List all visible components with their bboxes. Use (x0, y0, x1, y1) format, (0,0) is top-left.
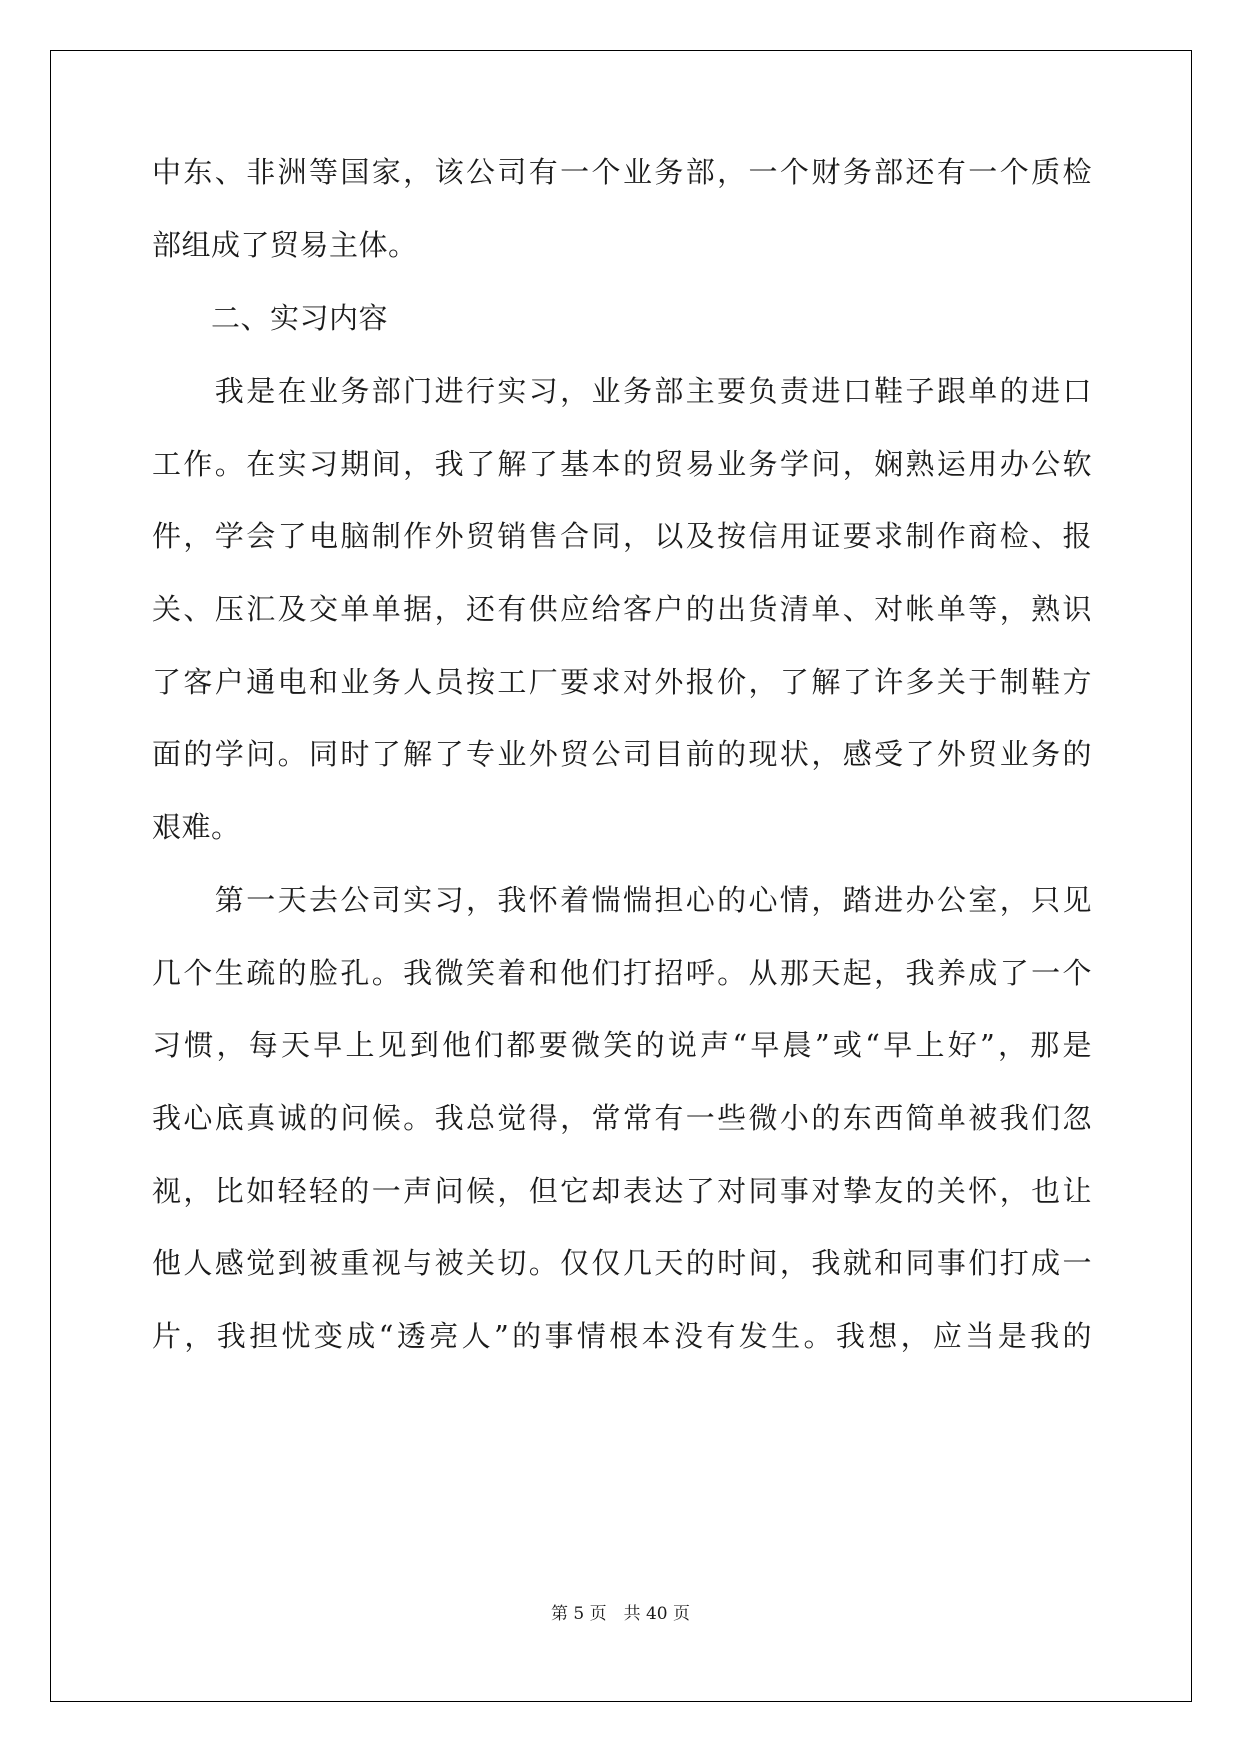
text-line: 我心底真诚的问候。我总觉得，常常有一些微小的东西简单被我们忽 (152, 1101, 1092, 1135)
text-line: 他人感觉到被重视与被关切。仅仅几天的时间，我就和同事们打成一 (152, 1246, 1092, 1280)
text-line: 片，我担忧变成“透亮人”的事情根本没有发生。我想，应当是我的 (152, 1319, 1092, 1353)
text-line: 面的学问。同时了解了专业外贸公司目前的现状，感受了外贸业务的 (152, 737, 1092, 771)
page-number-footer: 第 5 页 共 40 页 (550, 1604, 691, 1624)
text-line: 我是在业务部门进行实习，业务部主要负责进口鞋子跟单的进口 (152, 374, 1092, 408)
text-line: 几个生疏的脸孔。我微笑着和他们打招呼。从那天起，我养成了一个 (152, 956, 1092, 990)
text-line: 视，比如轻轻的一声问候，但它却表达了对同事对挚友的关怀，也让 (152, 1174, 1092, 1208)
text-line: 艰难。 (152, 810, 241, 844)
section-heading: 二、实习内容 (152, 301, 389, 335)
text-line: 部组成了贸易主体。 (152, 228, 418, 262)
text-line: 关、压汇及交单单据，还有供应给客户的出货清单、对帐单等，熟识 (152, 592, 1092, 626)
text-line: 习惯，每天早上见到他们都要微笑的说声“早晨”或“早上好”，那是 (152, 1028, 1092, 1062)
text-line: 件，学会了电脑制作外贸销售合同，以及按信用证要求制作商检、报 (152, 519, 1092, 553)
text-line: 了客户通电和业务人员按工厂要求对外报价，了解了许多关于制鞋方 (152, 665, 1092, 699)
text-line: 中东、非洲等国家，该公司有一个业务部，一个财务部还有一个质检 (152, 155, 1092, 189)
text-line: 第一天去公司实习，我怀着惴惴担心的心情，踏进办公室，只见 (152, 883, 1092, 917)
text-line: 工作。在实习期间，我了解了基本的贸易业务学问，娴熟运用办公软 (152, 447, 1092, 481)
